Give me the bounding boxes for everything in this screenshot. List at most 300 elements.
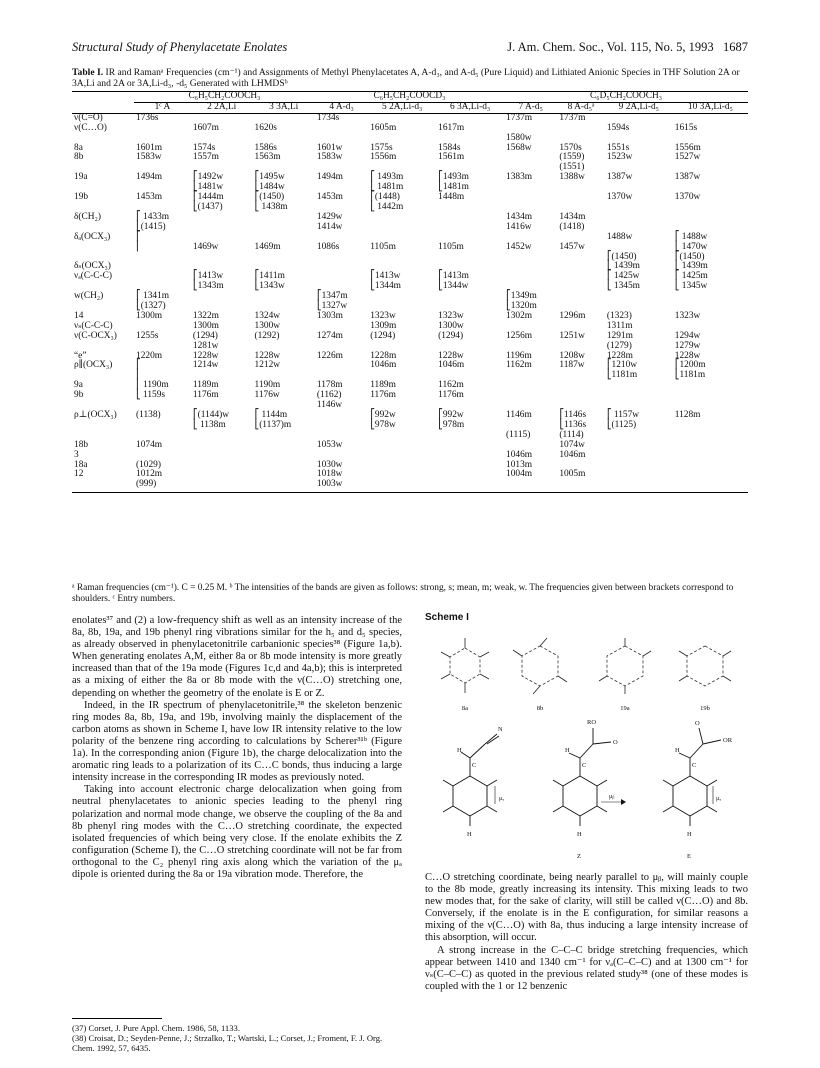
structure-1-ring bbox=[453, 776, 487, 816]
column-header: 9 2A,Li-d₅ bbox=[605, 102, 673, 113]
table-cell: ⎡ bbox=[136, 360, 141, 371]
table-cell: 1176m bbox=[192, 390, 219, 401]
table-cell bbox=[605, 292, 673, 302]
table-cell: 1414w bbox=[316, 221, 343, 232]
table-cell: 1046m bbox=[370, 360, 397, 371]
table-cell: ⎡(1450) bbox=[674, 251, 705, 262]
table-cell: 1128m bbox=[674, 410, 701, 420]
table-cell bbox=[557, 381, 604, 391]
table-cell bbox=[436, 461, 504, 471]
table-row bbox=[72, 431, 748, 441]
table-cell bbox=[368, 451, 436, 461]
row-label bbox=[72, 243, 134, 253]
table-cell: 1256m bbox=[506, 330, 533, 341]
table-cell: 1291m bbox=[606, 330, 633, 341]
table-cell bbox=[673, 292, 748, 302]
table-footnote: ᵃ Raman frequencies (cm⁻¹). C = 0.25 M. ᵇ The intensities of the bands are given as follows: strong, s; mean, m; weak, w. The frequencies given between brackets correspond to shoulders. ᶜ Entry numbers. bbox=[72, 583, 734, 604]
table-cell: 1146m bbox=[506, 410, 532, 420]
table-cell: ⎣1484w bbox=[254, 182, 285, 193]
table-cell: ⎡ 1425m bbox=[674, 271, 708, 282]
table-cell: ⎡1444m bbox=[192, 192, 224, 203]
table-cell: 1176w bbox=[254, 390, 280, 401]
mode-label-19b: 19b bbox=[700, 705, 710, 712]
column-header: 4 A-d₃ bbox=[315, 102, 368, 113]
table-cell bbox=[673, 213, 748, 223]
row-label: νₐ(C-C-C) bbox=[74, 271, 113, 282]
table-row bbox=[72, 411, 748, 421]
table-cell bbox=[368, 431, 436, 441]
table-cell bbox=[191, 253, 253, 263]
table-cell: 1561m bbox=[438, 152, 465, 163]
row-label bbox=[72, 421, 134, 431]
table-row bbox=[72, 441, 748, 451]
table-cell: 1737m bbox=[559, 112, 586, 123]
table-cell bbox=[191, 480, 253, 492]
table-cell bbox=[191, 441, 253, 451]
table-cell bbox=[368, 461, 436, 471]
row-label: δₐ(OCX₃) bbox=[74, 231, 111, 242]
table-cell: 1296m bbox=[559, 310, 586, 321]
table-cell: 1214w bbox=[192, 360, 219, 371]
table-cell: ⎣1344m bbox=[370, 281, 401, 292]
table-cell: ⎣ 1470w bbox=[674, 241, 708, 252]
scheme-drawing bbox=[425, 626, 748, 866]
table-cell: 1220m bbox=[136, 350, 163, 361]
table-cell: 1370w bbox=[674, 192, 701, 203]
table-cell: 1294w bbox=[674, 330, 701, 341]
table-cell bbox=[557, 183, 604, 193]
table-cell: 1575s bbox=[370, 142, 393, 153]
table-cell bbox=[673, 381, 748, 391]
table-row bbox=[72, 223, 748, 233]
table-cell bbox=[368, 253, 436, 263]
table-cell bbox=[191, 470, 253, 480]
table-row bbox=[72, 381, 748, 391]
table-cell bbox=[315, 411, 368, 421]
table-column-row bbox=[72, 102, 748, 113]
table-cell bbox=[557, 391, 604, 401]
atom-C: C bbox=[472, 762, 477, 769]
table-cell: (1294) bbox=[192, 330, 218, 341]
table-cell: ⎡1492w bbox=[192, 172, 224, 183]
table-cell: ⎢ bbox=[136, 370, 141, 381]
table-cell bbox=[253, 470, 315, 480]
table-cell: ⎡(1448) bbox=[370, 192, 400, 203]
table-cell: 1281w bbox=[192, 340, 219, 351]
left-column bbox=[72, 615, 402, 881]
structure-label-z: Z bbox=[577, 853, 581, 860]
table-cell: (999) bbox=[134, 480, 191, 492]
table-cell: 1388w bbox=[559, 172, 585, 183]
row-label: δ(CH₂) bbox=[74, 211, 101, 222]
right-column bbox=[425, 872, 748, 993]
table-cell: 1251w bbox=[559, 330, 585, 341]
table-cell bbox=[673, 461, 748, 471]
table-row bbox=[72, 124, 748, 134]
table-row bbox=[72, 144, 748, 154]
table-cell: ⎢ bbox=[136, 241, 141, 252]
table-cell bbox=[605, 451, 673, 461]
row-label: ν(C=O) bbox=[74, 112, 103, 123]
column-header: 2 2A,Li bbox=[191, 102, 253, 113]
table-cell: 1605m bbox=[370, 122, 397, 133]
table-cell bbox=[436, 292, 504, 302]
table-cell: (1294) bbox=[370, 330, 396, 341]
table-cell: ⎣ 1345w bbox=[674, 281, 708, 292]
table-cell: ⎣1181m bbox=[606, 370, 638, 381]
table-cell: ⎣(1327) bbox=[136, 301, 166, 312]
table-cell: ⎡ 1493m bbox=[370, 172, 404, 183]
table-cell bbox=[191, 431, 253, 441]
paragraph: Indeed, in the IR spectrum of phenylacetonitrile,³⁸ the skeleton benzenic ring modes 8a, 8b, 19a, and 19b, involving mainly the displacement of the carbon atoms as shown in Scheme I, have low IR intensity relative to the low polarity of the benzene ring according to calculations by Scherer³¹ᵇ (Figure 1a). In the corresponding anion (Figure 1b), the charge delocalization into the aromatic ring leads to a polarization of its C…C bonds, thus inducing a large intensity increase in the corresponding IR modes as previously noted. bbox=[72, 699, 402, 784]
table-cell: ⎡ 1488w bbox=[674, 231, 708, 242]
dipole-label: μᵦ bbox=[609, 793, 615, 800]
table-cell bbox=[368, 223, 436, 233]
table-cell: 1387w bbox=[674, 172, 701, 183]
table-cell bbox=[368, 292, 436, 302]
table-cell: 1557m bbox=[192, 152, 219, 163]
atom-OR: OR bbox=[723, 737, 733, 744]
dipole-label: μₐ bbox=[716, 795, 722, 802]
atom-O: O bbox=[695, 720, 700, 727]
table-cell: ⎡(1450) bbox=[606, 251, 637, 262]
table-cell bbox=[673, 421, 748, 431]
table-cell: 1570s bbox=[559, 142, 582, 153]
table-cell: ⎣ 1138m bbox=[192, 419, 226, 430]
table-cell: (1115) bbox=[506, 429, 531, 440]
table-cell: ⎡(1144)w bbox=[192, 410, 230, 420]
table-cell: 1586s bbox=[254, 142, 277, 153]
atom-H: H bbox=[467, 831, 472, 838]
scheme-figure bbox=[425, 612, 748, 867]
table-cell: 1279w bbox=[674, 340, 701, 351]
table-cell bbox=[368, 441, 436, 451]
frequency-table bbox=[72, 91, 748, 493]
table-cell bbox=[557, 272, 604, 282]
table-cell: 1053w bbox=[316, 439, 343, 450]
table-cell bbox=[134, 262, 191, 272]
table-cell: ⎣1343w bbox=[254, 281, 285, 292]
reference: (38) Croisat, D.; Seyden-Penne, J.; Strzalko, T.; Wartski, L.; Corset, J.; Froment, F. J. Org. Chem. 1992, 57, 6435. bbox=[72, 1033, 383, 1053]
table-row bbox=[72, 243, 748, 253]
table-cell: 1615s bbox=[674, 122, 698, 133]
table-cell: 1583w bbox=[316, 152, 343, 163]
column-header: 8 A-d₅ᵃ bbox=[557, 102, 604, 113]
table-cell: 1074w bbox=[559, 439, 585, 450]
table-cell bbox=[557, 193, 604, 203]
table-cell: 1300m bbox=[136, 310, 163, 321]
column-header: 1ᶜ A bbox=[134, 102, 191, 113]
table-cell: ⎡ bbox=[136, 231, 141, 242]
table-cell: 1737m bbox=[506, 112, 533, 123]
table-cell: 1323w bbox=[674, 310, 701, 321]
table-cell bbox=[557, 262, 604, 272]
table-cell: ⎡1210w bbox=[606, 360, 638, 371]
table-cell bbox=[436, 431, 504, 441]
table-cell bbox=[605, 243, 673, 253]
atom-H: H bbox=[675, 747, 680, 754]
mode-label-19a: 19a bbox=[620, 705, 630, 712]
table-cell bbox=[134, 272, 191, 282]
table-cell: (1114) bbox=[559, 429, 584, 440]
table-cell: 1311m bbox=[606, 320, 633, 331]
table-cell: (1559) bbox=[559, 152, 585, 163]
table-cell: 1469m bbox=[254, 241, 281, 252]
table-cell bbox=[504, 253, 557, 263]
table-row bbox=[72, 391, 748, 401]
table-row bbox=[72, 193, 748, 203]
table-cell: 1046m bbox=[438, 360, 465, 371]
table-row bbox=[72, 262, 748, 272]
table-cell: 1228m bbox=[370, 350, 397, 361]
table-row bbox=[72, 272, 748, 282]
row-label: 9a bbox=[74, 380, 83, 391]
table-cell bbox=[605, 391, 673, 401]
table-cell: ⎣ 1438m bbox=[254, 201, 288, 212]
table-cell bbox=[605, 203, 673, 213]
table-row bbox=[72, 163, 748, 173]
table-cell: 1556m bbox=[674, 142, 701, 153]
table-cell: (1029) bbox=[136, 459, 161, 470]
table-row bbox=[72, 153, 748, 163]
table-cell bbox=[504, 391, 557, 401]
row-label: 8a bbox=[74, 142, 83, 153]
table-cell: 1527w bbox=[674, 152, 701, 163]
table-cell: 1324w bbox=[254, 310, 281, 321]
table-row bbox=[72, 183, 748, 193]
table-caption-label: Table I. bbox=[72, 67, 104, 78]
table-cell: ⎡1413m bbox=[438, 271, 469, 282]
atom-H: H bbox=[577, 831, 582, 838]
references bbox=[72, 1023, 402, 1053]
row-label: w(CH₂) bbox=[74, 291, 104, 302]
table-cell: ⎡1413w bbox=[370, 271, 401, 282]
table-cell: 1568w bbox=[506, 142, 532, 153]
table-cell bbox=[368, 480, 436, 492]
table-cell: 1434m bbox=[506, 211, 533, 222]
table-cell bbox=[504, 262, 557, 272]
table-cell: 1300w bbox=[438, 320, 464, 331]
table-cell: (1551) bbox=[559, 162, 585, 173]
table-cell bbox=[605, 431, 673, 441]
table-cell bbox=[504, 480, 557, 492]
table-cell: 1563m bbox=[254, 152, 281, 163]
table-cell: ⎣(1137)m bbox=[254, 419, 292, 430]
table-row bbox=[72, 134, 748, 144]
table-row bbox=[72, 401, 748, 411]
table-cell: 1176m bbox=[438, 390, 464, 401]
row-label: 8b bbox=[74, 152, 84, 163]
table-cell: (1162) bbox=[316, 390, 342, 401]
table-body bbox=[72, 113, 748, 492]
table-cell: ⎣1327w bbox=[316, 301, 348, 312]
table-cell bbox=[191, 451, 253, 461]
table-cell: ⎡ 1341m bbox=[136, 291, 170, 302]
table-row bbox=[72, 322, 748, 332]
table-cell: ⎡1411m bbox=[254, 271, 285, 282]
table-cell: 1323w bbox=[438, 310, 464, 321]
table-cell: 1448m bbox=[438, 192, 465, 203]
table-cell bbox=[134, 253, 191, 263]
table-cell bbox=[315, 272, 368, 282]
structure-e-ring bbox=[673, 776, 707, 816]
table-cell bbox=[557, 292, 604, 302]
table-cell bbox=[253, 292, 315, 302]
table-row bbox=[72, 470, 748, 480]
table-cell: 1228w bbox=[192, 350, 219, 361]
table-cell: 1416w bbox=[506, 221, 532, 232]
table-cell: ⎡1495w bbox=[254, 172, 285, 183]
table-cell bbox=[557, 480, 604, 492]
table-cell: 1146w bbox=[316, 400, 343, 411]
table-row bbox=[72, 282, 748, 292]
table-cell bbox=[191, 461, 253, 471]
row-label: 18b bbox=[74, 439, 89, 450]
table-cell: 1003w bbox=[315, 480, 368, 492]
table-cell: ⎣1343m bbox=[192, 281, 224, 292]
table-cell bbox=[253, 461, 315, 471]
table-cell: 1469w bbox=[192, 241, 219, 252]
table-group-row bbox=[72, 92, 748, 103]
table-cell: 1274m bbox=[316, 330, 343, 341]
table-cell bbox=[504, 193, 557, 203]
table-cell: 1228m bbox=[606, 350, 633, 361]
table-cell: ⎡1347m bbox=[316, 291, 348, 302]
table-cell bbox=[436, 470, 504, 480]
paragraph: Taking into account electronic charge delocalization when going from neutral phenylacetates to anionic species leading to the phenyl ring polarization and normal mode change, we observe the coupling of the 8a and 8b phenyl ring modes with the C…O stretching coordinate, the expected isolated frequencies of which being very close. If the enolate exhibits the Z configuration (Scheme I), the C…O stretching coordinate will not be far from orthogonal to the C₂ phenyl ring axis along which the variation of the μₐ dipole is oriented during the 8a or 19a vibration mode. Therefore, the bbox=[72, 784, 402, 880]
table-row bbox=[72, 480, 748, 492]
table-cell: ⎣(1125) bbox=[606, 419, 637, 430]
column-header: 7 A-d₅ bbox=[504, 102, 557, 113]
table-cell: 1046m bbox=[506, 449, 533, 460]
table-cell bbox=[253, 223, 315, 233]
paragraph: A strong increase in the C–C–C bridge stretching frequencies, which appear between 1410 and 1340 cm⁻¹ for νₐ(C–C–C) and at 1300 cm⁻¹ for νₛ(C–C–C) as quoted in the previous related study³⁸ (one of these modes is coupled with the 1 or 12 benzenic bbox=[425, 944, 748, 992]
table-cell: 1005m bbox=[559, 469, 586, 480]
table-cell bbox=[253, 480, 315, 492]
table-cell: 1162m bbox=[438, 380, 464, 391]
table-cell: ⎡1493m bbox=[438, 172, 469, 183]
table-cell bbox=[315, 124, 368, 134]
table-cell: ⎣ 1439m bbox=[674, 261, 708, 272]
table-cell: ⎡(1450) bbox=[254, 192, 285, 203]
footnote-rule bbox=[72, 1018, 162, 1019]
table-cell: 1187w bbox=[559, 360, 585, 371]
table-cell bbox=[134, 421, 191, 431]
table-cell bbox=[605, 470, 673, 480]
table-cell: 1228w bbox=[674, 350, 701, 361]
table-cell: 1303m bbox=[316, 310, 343, 321]
table-cell bbox=[368, 213, 436, 223]
table-cell: ⎡1146s bbox=[559, 410, 587, 420]
table-cell bbox=[673, 391, 748, 401]
table-cell bbox=[673, 470, 748, 480]
table-cell bbox=[557, 371, 604, 381]
running-title: Structural Study of Phenylacetate Enolates bbox=[72, 40, 288, 54]
mode-label-8b: 8b bbox=[536, 705, 544, 712]
table-cell: 1046m bbox=[559, 449, 586, 460]
table-cell bbox=[253, 253, 315, 263]
table-cell bbox=[253, 441, 315, 451]
journal-citation: J. Am. Chem. Soc., Vol. 115, No. 5, 1993 1687 bbox=[507, 40, 748, 54]
table-row bbox=[72, 332, 748, 342]
table-cell: 1228w bbox=[438, 350, 464, 361]
row-label: 18a bbox=[74, 459, 88, 470]
row-label: “e” bbox=[74, 350, 87, 361]
table-cell: (1323) bbox=[606, 310, 632, 321]
table-caption bbox=[72, 67, 748, 89]
table-cell: 1105m bbox=[438, 241, 464, 252]
table-cell: 1013m bbox=[506, 459, 533, 470]
structure-label-e: E bbox=[687, 853, 691, 860]
table-cell: 1322m bbox=[192, 310, 219, 321]
table-cell: 1523w bbox=[606, 152, 633, 163]
table-cell bbox=[673, 451, 748, 461]
table-cell: 1004m bbox=[506, 469, 533, 480]
table-cell: ⎡ 1425w bbox=[606, 271, 640, 282]
table-cell: 1300w bbox=[254, 320, 281, 331]
mode-label-8a: 8a bbox=[461, 705, 469, 712]
row-label: 3 bbox=[74, 449, 79, 460]
table-cell: ⎡ 1433m bbox=[136, 211, 170, 222]
table-cell: ⎣ 1159s bbox=[136, 390, 166, 401]
column-header: 5 2A,Li-d₃ bbox=[368, 102, 436, 113]
row-label: 12 bbox=[74, 469, 84, 480]
table-cell: 1030w bbox=[316, 459, 343, 470]
table-cell bbox=[504, 272, 557, 282]
table-cell: ⎣1320m bbox=[506, 301, 537, 312]
table-cell: ⎣978w bbox=[370, 419, 396, 430]
table-cell: 1178m bbox=[316, 380, 343, 391]
table-row bbox=[72, 233, 748, 243]
table-cell bbox=[134, 124, 191, 134]
table-cell: 1574s bbox=[192, 142, 216, 153]
table-cell: 1453m bbox=[316, 192, 343, 203]
table-cell: ⎣1481w bbox=[192, 182, 224, 193]
table-cell bbox=[436, 223, 504, 233]
table-cell: 1580w bbox=[506, 132, 532, 143]
table-cell: 1452w bbox=[506, 241, 532, 252]
atom-H: H bbox=[457, 747, 462, 754]
table-cell: ⎣978m bbox=[438, 419, 465, 430]
table-cell: (1292) bbox=[254, 330, 280, 341]
table-row bbox=[72, 421, 748, 431]
table-cell: 1383m bbox=[506, 172, 533, 183]
table-cell: 1607m bbox=[192, 122, 219, 133]
row-label: ν(C…O) bbox=[74, 122, 107, 133]
atom-N: N bbox=[498, 726, 503, 733]
paragraph: enolates³⁷ and (2) a low-frequency shift as well as an intensity increase of the 8a, 8b, 19a, and 19b phenyl ring vibrations similar for the h₅ and d₅ species, as already observed in phenylacetonitrile carbanionic species³⁸ (Figure 1a,b). When generating enolates A,M, either 8a or 8b mode intensity is more greatly increased than that of the 19a mode (Figures 1c,d and 4a,b); this is interpreted as a mixing of either the 8a or 8b mode with the ν(C…O) stretching one, depending on whether the geometry of the enolate is E or Z. bbox=[72, 615, 402, 699]
table-cell: 1387w bbox=[606, 172, 633, 183]
table-cell bbox=[504, 153, 557, 163]
table-row bbox=[72, 173, 748, 183]
table-cell: ⎣ 1442m bbox=[370, 201, 404, 212]
row-label: ρ⊥(OCX₃) bbox=[74, 410, 117, 420]
table-cell: 1584s bbox=[438, 142, 461, 153]
table-cell: 1176m bbox=[370, 390, 396, 401]
table-cell: 1488w bbox=[606, 231, 633, 242]
table-cell: 1453m bbox=[136, 192, 163, 203]
row-label: 19a bbox=[74, 172, 88, 183]
table-cell: (1279) bbox=[606, 340, 632, 351]
table-cell: 1190m bbox=[254, 380, 281, 391]
column-header: 10 3A,Li-d₅ bbox=[673, 102, 748, 113]
table-row bbox=[72, 451, 748, 461]
table-cell: 1212w bbox=[254, 360, 281, 371]
atom-C: C bbox=[692, 762, 697, 769]
table-cell: 1457w bbox=[559, 241, 585, 252]
mode-8b-ring bbox=[522, 646, 558, 686]
page-number: 1687 bbox=[723, 40, 748, 54]
